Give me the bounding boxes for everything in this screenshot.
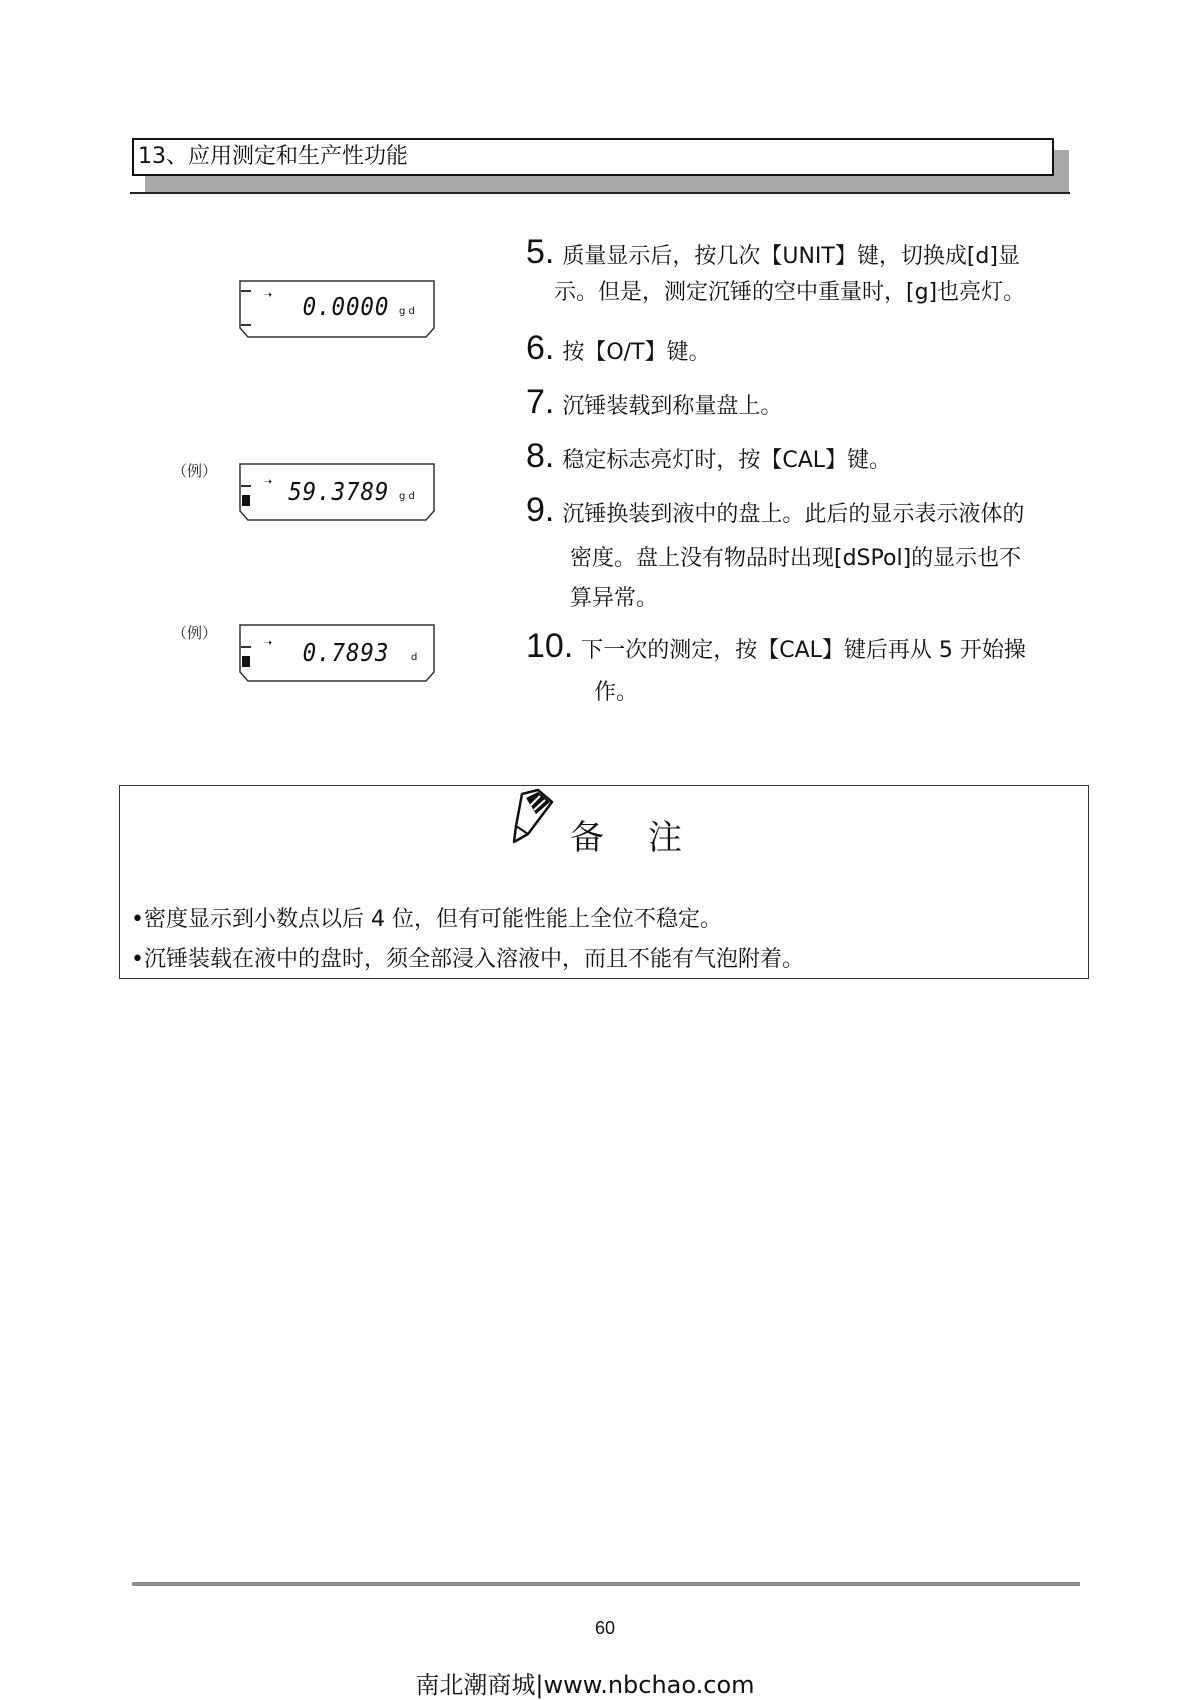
step-text: 密度。盘上没有物品时出现[dSPol]的显示也不 (570, 546, 1022, 571)
note-item: •密度显示到小数点以后 4 位，但有可能性能上全位不稳定。 (131, 907, 722, 932)
step-text: 按【O/T】键。 (562, 340, 711, 365)
step-10 (526, 626, 1086, 713)
lcd-reading: 59.3789 (287, 477, 389, 506)
step-9 (526, 490, 1086, 619)
stability-indicator (242, 656, 250, 667)
lcd-units: g d (399, 491, 415, 502)
step-text: 沉锤装载到称量盘上。 (562, 394, 783, 419)
step-6 (526, 328, 1086, 373)
example-label: （例） (172, 624, 218, 642)
arrow-icon: ➝ (263, 475, 273, 488)
example-label: （例） (172, 462, 218, 480)
lcd-units: g d (399, 306, 415, 317)
step-5 (526, 232, 1086, 313)
footer-rule (132, 1582, 1080, 1586)
note-item: •沉锤装载在液中的盘时，须全部浸入溶液中，而且不能有气泡附着。 (131, 947, 804, 972)
lcd-tick (241, 485, 251, 487)
step-text: 质量显示后，按几次【UNIT】键，切换成[d]显 (562, 244, 1020, 269)
lcd-display-2 (239, 463, 435, 521)
step-number: 7. (526, 383, 555, 421)
lcd-display-1 (239, 280, 435, 338)
step-text: 算异常。 (570, 586, 659, 611)
lcd-reading: 0.7893 (302, 638, 389, 667)
step-text: 作。 (594, 680, 639, 705)
lcd-units: d (411, 652, 418, 663)
step-number: 8. (526, 437, 555, 475)
lcd-tick (241, 646, 251, 648)
notes-title: 备注 (570, 818, 726, 858)
pencil-icon (508, 788, 558, 850)
page-number: 60 (594, 1618, 616, 1638)
step-text: 示。但是，测定沉锤的空中重量时，[g]也亮灯。 (554, 280, 1026, 305)
step-number: 5. (526, 233, 555, 271)
step-number: 6. (526, 329, 555, 367)
lcd-tick (241, 324, 251, 326)
section-header (132, 138, 1054, 176)
step-number: 10. (526, 627, 574, 665)
stability-indicator (242, 495, 250, 506)
section-rule (130, 192, 1070, 194)
lcd-reading: 0.0000 (302, 292, 389, 321)
step-text: 沉锤换装到液中的盘上。此后的显示表示液体的 (562, 502, 1025, 527)
step-text: 下一次的测定，按【CAL】键后再从 5 开始操 (581, 638, 1026, 663)
watermark: 南北潮商城|www.nbchao.com (415, 1671, 755, 1699)
section-title: 13、应用测定和生产性功能 (138, 144, 408, 169)
step-number: 9. (526, 491, 555, 529)
arrow-icon: ➝ (263, 636, 273, 649)
lcd-display-3 (239, 624, 435, 682)
lcd-tick (241, 290, 251, 292)
step-8 (526, 436, 1086, 481)
step-text: 稳定标志亮灯时，按【CAL】键。 (562, 448, 892, 473)
arrow-icon: ➝ (263, 288, 273, 301)
step-7 (526, 382, 1086, 427)
